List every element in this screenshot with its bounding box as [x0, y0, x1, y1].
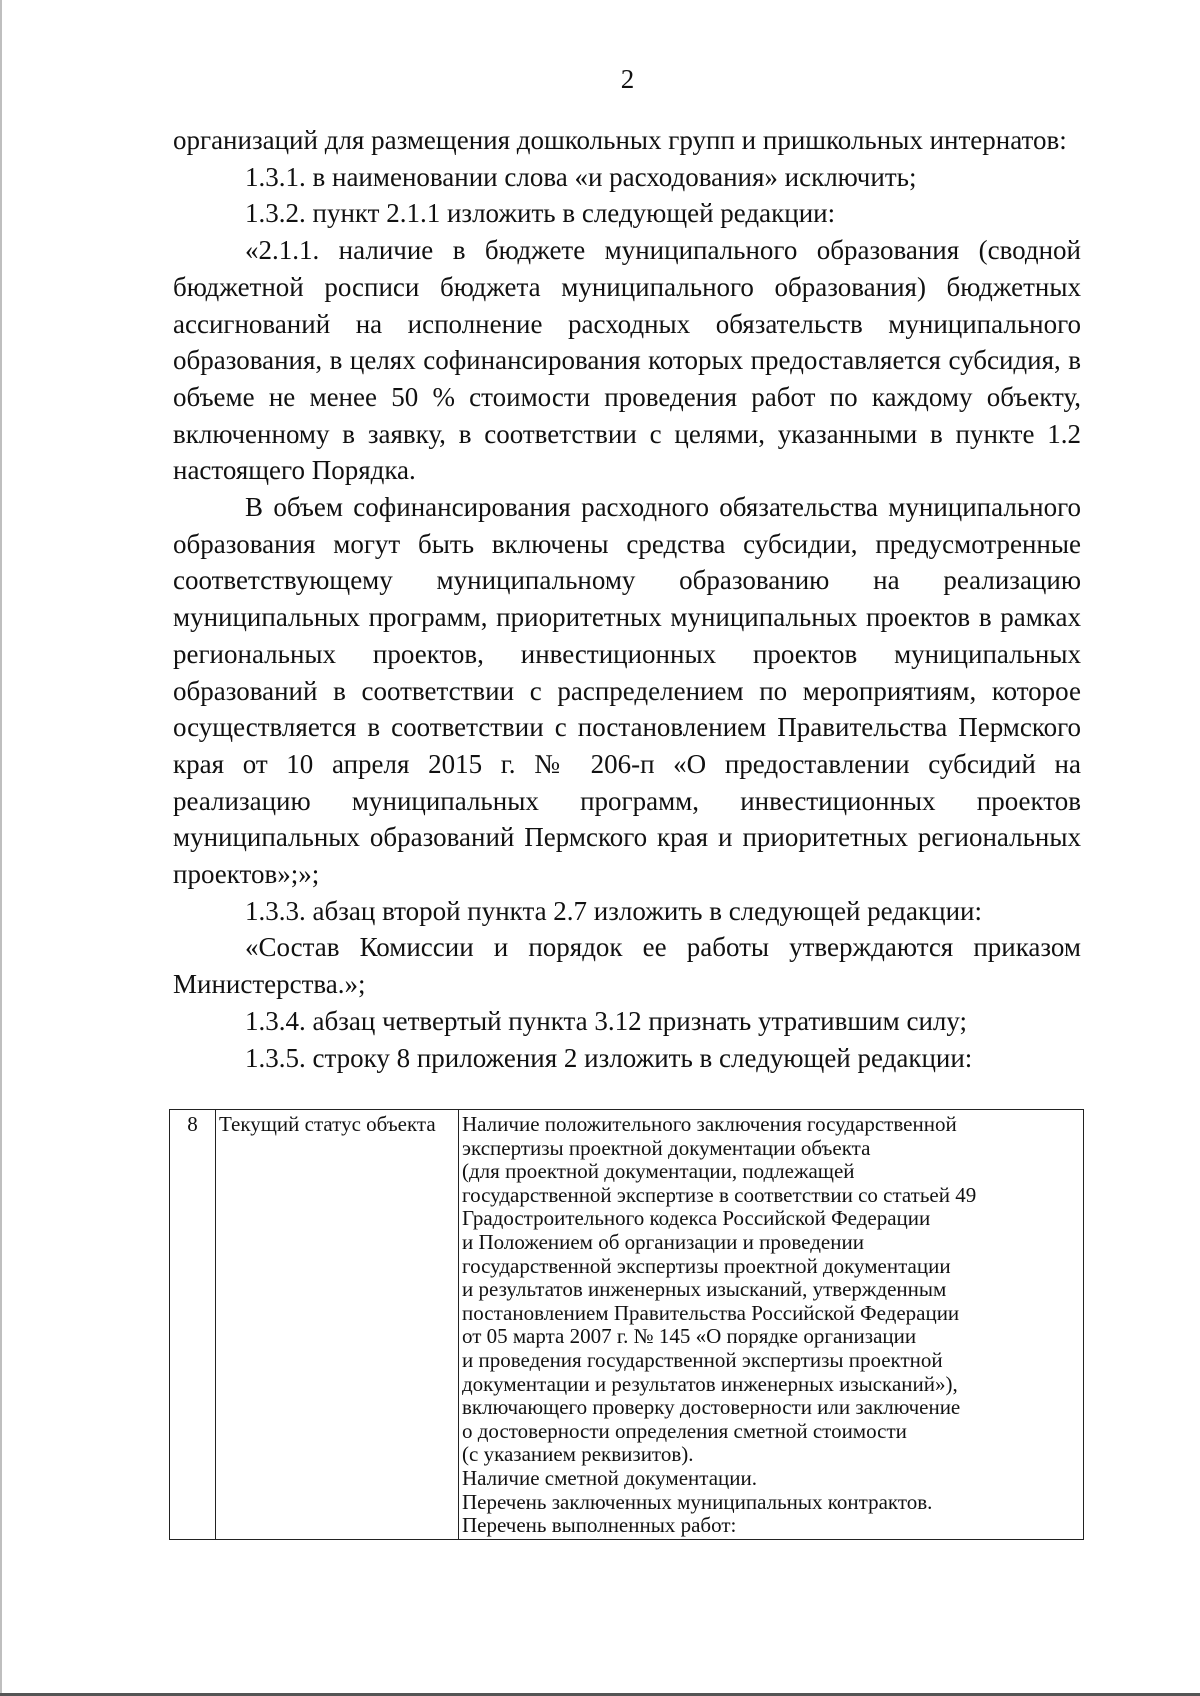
- scan-edge: [0, 0, 2, 1696]
- paragraph-1-3-3: 1.3.3. абзац второй пункта 2.7 изложить в следующей редакции:: [245, 895, 982, 926]
- paragraph-2-1-1: «2.1.1. наличие в бюджете муниципального образования (сводной бюджетной росписи бюджета муниципального образования) бюджетных ассигнований на исполнение расходных обязательств муниципального образования, в целях софинансирования которых предоставляется субсидия, в объеме не менее 50 % стоимости проведения работ по каждому объекту, включенному в заявку, в соответствии с целями, указанными в пункте 1.2 настоящего Порядка.: [173, 235, 1081, 486]
- description-line: Перечень заключенных муниципальных контрактов.: [462, 1489, 933, 1514]
- row-description-cell: [459, 1110, 1084, 1540]
- table-row: [170, 1110, 1084, 1540]
- paragraph-1-3-4: 1.3.4. абзац четвертый пункта 3.12 признать утратившим силу;: [245, 1005, 968, 1036]
- paragraph-1-3-2: 1.3.2. пункт 2.1.1 изложить в следующей редакции:: [245, 198, 836, 229]
- row-name-cell: Текущий статус объекта: [216, 1110, 459, 1540]
- description-line: постановлением Правительства Российской Федерации: [462, 1300, 960, 1325]
- document-body: [173, 122, 1081, 1076]
- description-line: Градостроительного кодекса Российской Федерации: [462, 1206, 931, 1231]
- description-line: документации и результатов инженерных изысканий»),: [462, 1371, 958, 1396]
- row-number-cell: 8: [170, 1110, 216, 1540]
- paragraph-cofinancing: В объем софинансирования расходного обязательства муниципального образования могут быть включены средства субсидии, предусмотренные соответствующему муниципальному образованию на реализацию муниципальных программ, приоритетных муниципальных проектов в рамках региональных проектов, инвестиционных проектов муниципальных образований в соответствии с распределением по мероприятиям, которое осуществляется в соответствии с постановлением Правительства Пермского края от 10 апреля 2015 г. № 206-п «О предоставлении субсидий на реализацию муниципальных программ, инвестиционных проектов муниципальных образований Пермского края и приоритетных региональных проектов»;»;: [173, 492, 1081, 890]
- page-number: 2: [620, 64, 635, 94]
- description-line: от 05 марта 2007 г. № 145 «О порядке организации: [462, 1324, 917, 1349]
- paragraph-commission: «Состав Комиссии и порядок ее работы утверждаются приказом Министерства.»;: [173, 932, 1081, 1000]
- description-line: и результатов инженерных изысканий, утвержденным: [462, 1277, 947, 1302]
- description-line: включающего проверку достоверности или заключение: [462, 1395, 961, 1420]
- description-line: экспертизы проектной документации объекта: [462, 1135, 871, 1160]
- paragraph-intro: организаций для размещения дошкольных групп и пришкольных интернатов:: [173, 125, 1067, 155]
- description-line: о достоверности определения сметной стоимости: [462, 1418, 907, 1443]
- description-line: Наличие положительного заключения государственной: [462, 1112, 957, 1136]
- description-line: государственной экспертизы проектной документации: [462, 1253, 951, 1278]
- description-line: государственной экспертизе в соответствии со статьей 49: [462, 1182, 977, 1207]
- description-line: Наличие сметной документации.: [462, 1465, 757, 1490]
- description-line: (с указанием реквизитов).: [462, 1442, 694, 1467]
- description-line: и Положением об организации и проведении: [462, 1229, 864, 1254]
- description-line: Перечень выполненных работ:: [462, 1513, 737, 1538]
- paragraph-1-3-5: 1.3.5. строку 8 приложения 2 изложить в следующей редакции:: [245, 1042, 973, 1073]
- paragraph-1-3-1: 1.3.1. в наименовании слова «и расходования» исключить;: [245, 161, 917, 192]
- amendment-table-wrap: [169, 1109, 1083, 1540]
- amendment-table: [169, 1109, 1084, 1540]
- description-line: и проведения государственной экспертизы проектной: [462, 1347, 943, 1372]
- description-line: (для проектной документации, подлежащей: [462, 1159, 855, 1184]
